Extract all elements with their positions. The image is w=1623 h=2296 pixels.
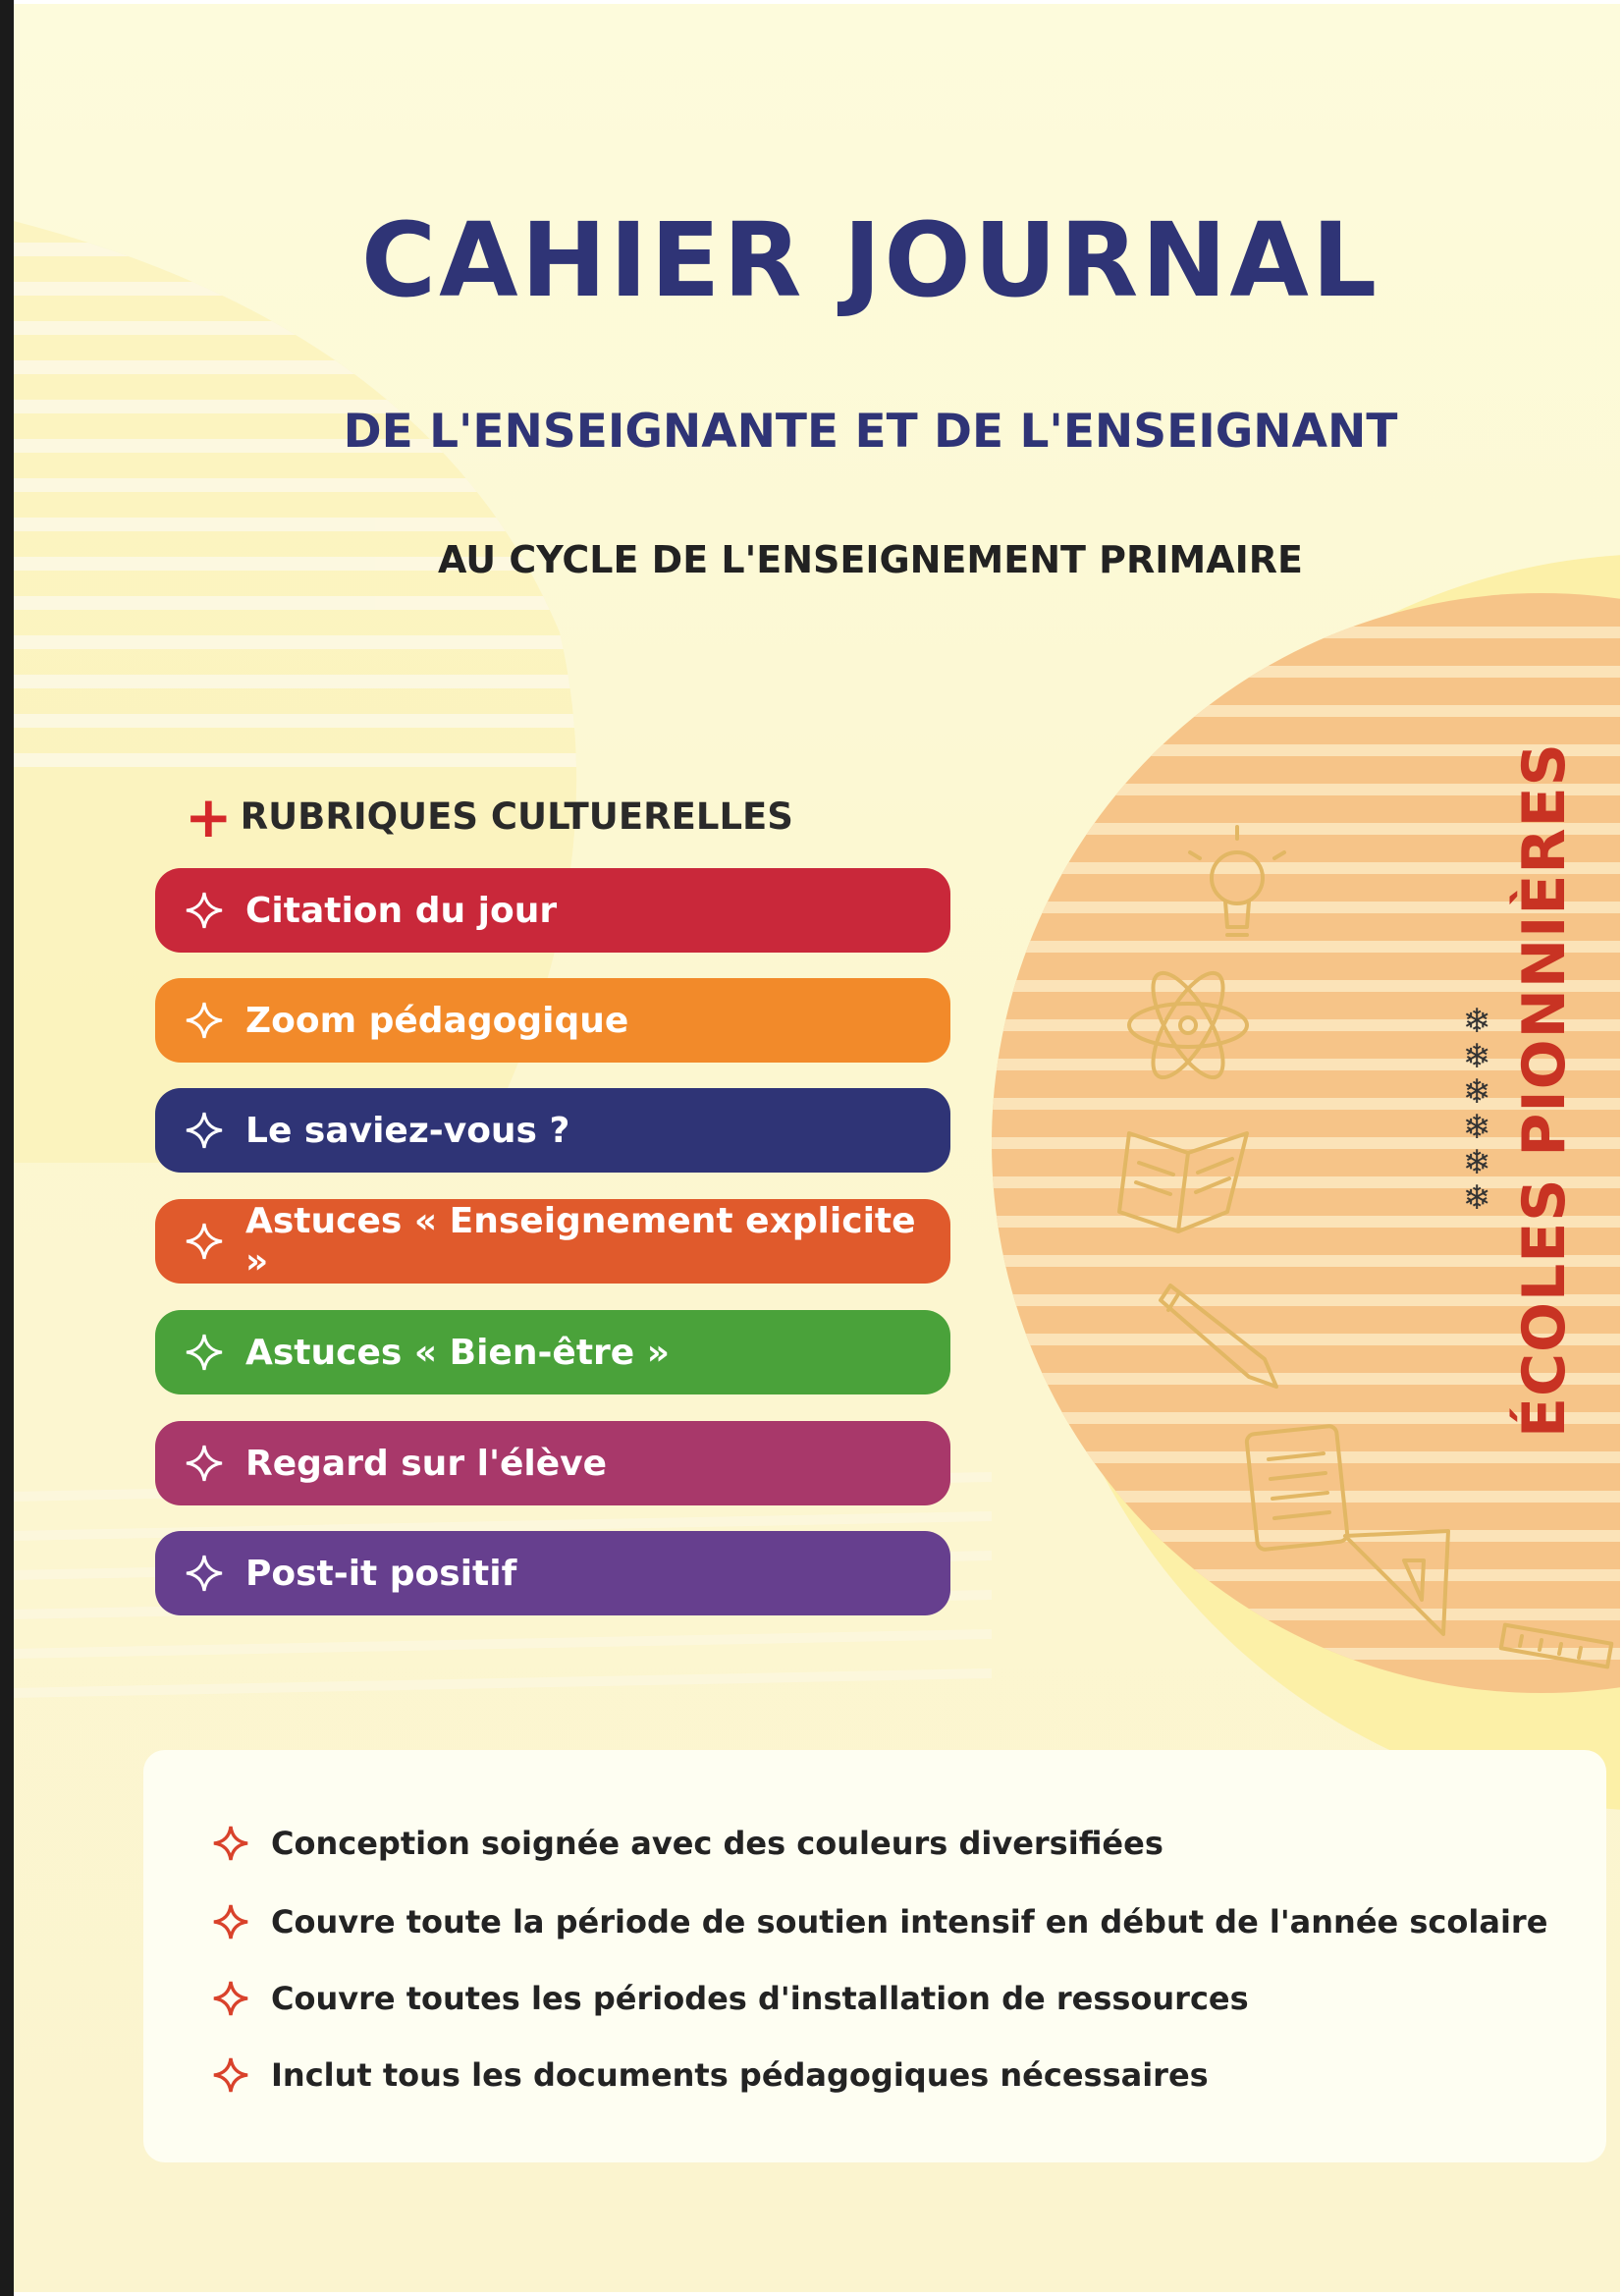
book-cover bbox=[10, 4, 1620, 2292]
rubrique-label: Le saviez-vous ? bbox=[245, 1110, 570, 1151]
rubriques-heading bbox=[185, 776, 793, 850]
feature-label: Conception soignée avec des couleurs diversifiées bbox=[271, 1825, 1163, 1862]
book-spine bbox=[0, 0, 14, 2296]
cover-cycle: AU CYCLE DE L'ENSEIGNEMENT PRIMAIRE bbox=[438, 538, 1303, 581]
feature-label: Couvre toute la période de soutien intensif en début de l'année scolaire bbox=[271, 1903, 1548, 1941]
sparkle-icon bbox=[212, 2056, 249, 2094]
features-box bbox=[143, 1750, 1606, 2162]
feature-item bbox=[212, 1980, 1249, 2017]
rubrique-label: Regard sur l'élève bbox=[245, 1443, 608, 1484]
rubrique-label: Post-it positif bbox=[245, 1553, 517, 1594]
cover-subtitle: DE L'ENSEIGNANTE ET DE L'ENSEIGNANT bbox=[343, 405, 1398, 459]
feature-label: Couvre toutes les périodes d'installation de ressources bbox=[271, 1980, 1249, 2017]
sparkle-icon bbox=[185, 1111, 224, 1150]
sparkle-icon bbox=[185, 1001, 224, 1040]
rubrique-label: Citation du jour bbox=[245, 890, 558, 931]
rubrique-item bbox=[155, 868, 950, 953]
plus-icon: + bbox=[185, 784, 233, 850]
feature-item bbox=[212, 1825, 1163, 1862]
sparkle-icon bbox=[212, 1825, 249, 1862]
sparkle-icon bbox=[185, 891, 224, 930]
sparkle-icon bbox=[185, 1222, 224, 1261]
brand-name: ÉCOLES PIONNIÈRES bbox=[1510, 742, 1579, 1438]
rubrique-item bbox=[155, 1421, 950, 1505]
snowflake-icon-strip: ❄ ❄ ❄ ❄ ❄ ❄ bbox=[1462, 1002, 1491, 1218]
rubrique-item bbox=[155, 978, 950, 1063]
cover-title: CAHIER JOURNAL bbox=[360, 200, 1380, 320]
rubrique-label: Zoom pédagogique bbox=[245, 1000, 629, 1041]
feature-label: Inclut tous les documents pédagogiques nécessaires bbox=[271, 2056, 1209, 2094]
sparkle-icon bbox=[185, 1333, 224, 1372]
rubrique-label: Astuces « Bien-être » bbox=[245, 1332, 670, 1373]
feature-item bbox=[212, 2056, 1209, 2094]
rubrique-item bbox=[155, 1531, 950, 1615]
rubrique-item bbox=[155, 1199, 950, 1284]
feature-item bbox=[212, 1903, 1547, 1941]
sparkle-icon bbox=[185, 1444, 224, 1483]
rubrique-item bbox=[155, 1088, 950, 1173]
rubriques-heading-label: RUBRIQUES CULTUERELLES bbox=[240, 795, 793, 838]
sparkle-icon bbox=[212, 1980, 249, 2017]
rubrique-label: Astuces « Enseignement explicite » bbox=[245, 1201, 916, 1282]
rubrique-item bbox=[155, 1310, 950, 1394]
sparkle-icon bbox=[185, 1554, 224, 1593]
sparkle-icon bbox=[212, 1903, 249, 1941]
